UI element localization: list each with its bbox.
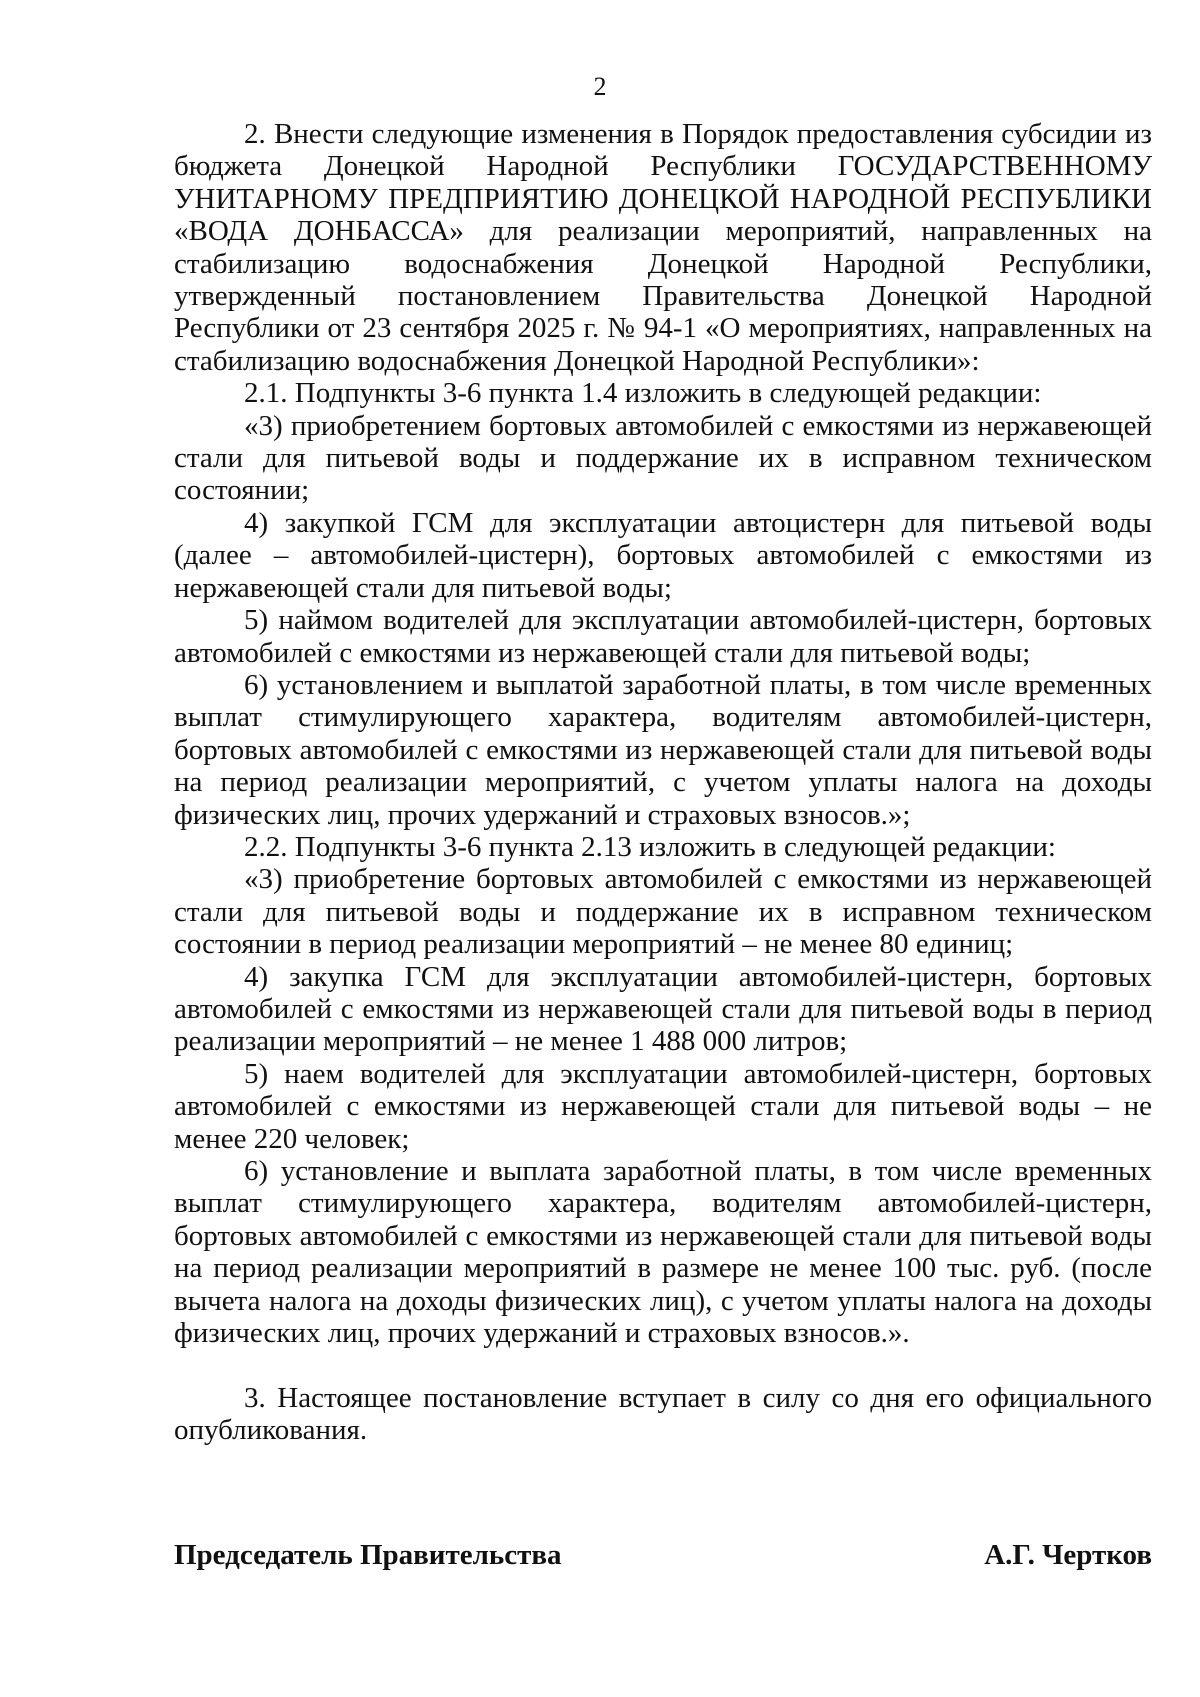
document-body xyxy=(174,118,1152,1447)
paragraph-item-2-1: 2.1. Подпункты 3-6 пункта 1.4 изложить в следующей редакции: xyxy=(244,377,1042,410)
paragraph-item-2: 2. Внести следующие изменения в Порядок предоставления субсидии из бюджета Донецкой Народной Республики ГОСУДАРСТВЕННОМУ УНИТАРНОМУ ПРЕДПРИЯТИЮ ДОНЕЦКОЙ НАРОДНОЙ РЕСПУБЛИКИ «ВОДА ДОНБАССА» для реализации мероприятий, направленных на стабилизацию водоснабжения Донецкой Народной Республики, утвержденный постановлением Правительства Донецкой Народной Республики от 23 сентября 2025 г. № 94-1 «О мероприятиях, направленных на стабилизацию водоснабжения Донецкой Народной Республики»: xyxy=(174,118,1152,377)
signatory-name: А.Г. Чертков xyxy=(984,1539,1152,1571)
paragraph-subitem-6: 6) установлением и выплатой заработной платы, в том числе временных выплат стимулирующего характера, водителям автомобилей-цистерн, бортовых автомобилей с емкостями из нержавеющей стали для питьевой воды на период реализации мероприятий, с учетом уплаты налога на доходы физических лиц, прочих удержаний и страховых взносов.»; xyxy=(174,668,1152,831)
signatory-position: Председатель Правительства xyxy=(174,1539,562,1571)
paragraph-subitem-5: 5) наймом водителей для эксплуатации автомобилей-цистерн, бортовых автомобилей с емкостями из нержавеющей стали для питьевой воды; xyxy=(174,604,1152,669)
paragraph-subitem-5b: 5) наем водителей для эксплуатации автомобилей-цистерн, бортовых автомобилей с емкостями из нержавеющей стали для питьевой воды – не менее 220 человек; xyxy=(174,1057,1152,1155)
paragraph-subitem-4: 4) закупкой ГСМ для эксплуатации автоцистерн для питьевой воды (далее – автомобилей-цистерн), бортовых автомобилей с емкостями из нержавеющей стали для питьевой воды; xyxy=(174,506,1152,604)
paragraph-item-3: 3. Настоящее постановление вступает в силу со дня его официального опубликования. xyxy=(174,1381,1152,1447)
paragraph-item-2-2: 2.2. Подпункты 3-6 пункта 2.13 изложить в следующей редакции: xyxy=(244,830,1056,863)
paragraph-subitem-6b: 6) установление и выплата заработной платы, в том числе временных выплат стимулирующего характера, водителям автомобилей-цистерн, бортовых автомобилей с емкостями из нержавеющей стали для питьевой воды на период реализации мероприятий в размере не менее 100 тыс. руб. (после вычета налога на доходы физических лиц), с учетом уплаты налога на доходы физических лиц, прочих удержаний и страховых взносов.». xyxy=(174,1155,1152,1350)
paragraph-spacer xyxy=(174,1349,1152,1381)
paragraph-subitem-3: «3) приобретением бортовых автомобилей с емкостями из нержавеющей стали для питьевой воды и поддержание их в исправном техническом состоянии; xyxy=(174,409,1152,507)
paragraph-subitem-3b: «3) приобретение бортовых автомобилей с емкостями из нержавеющей стали для питьевой воды и поддержание их в исправном техническом состоянии в период реализации мероприятий – не менее 80 единиц; xyxy=(174,863,1152,961)
paragraph-subitem-4b: 4) закупка ГСМ для эксплуатации автомобилей-цистерн, бортовых автомобилей с емкостями из нержавеющей стали для питьевой воды в период реализации мероприятий – не менее 1 488 000 литров; xyxy=(174,960,1152,1058)
page-number: 2 xyxy=(593,72,607,101)
